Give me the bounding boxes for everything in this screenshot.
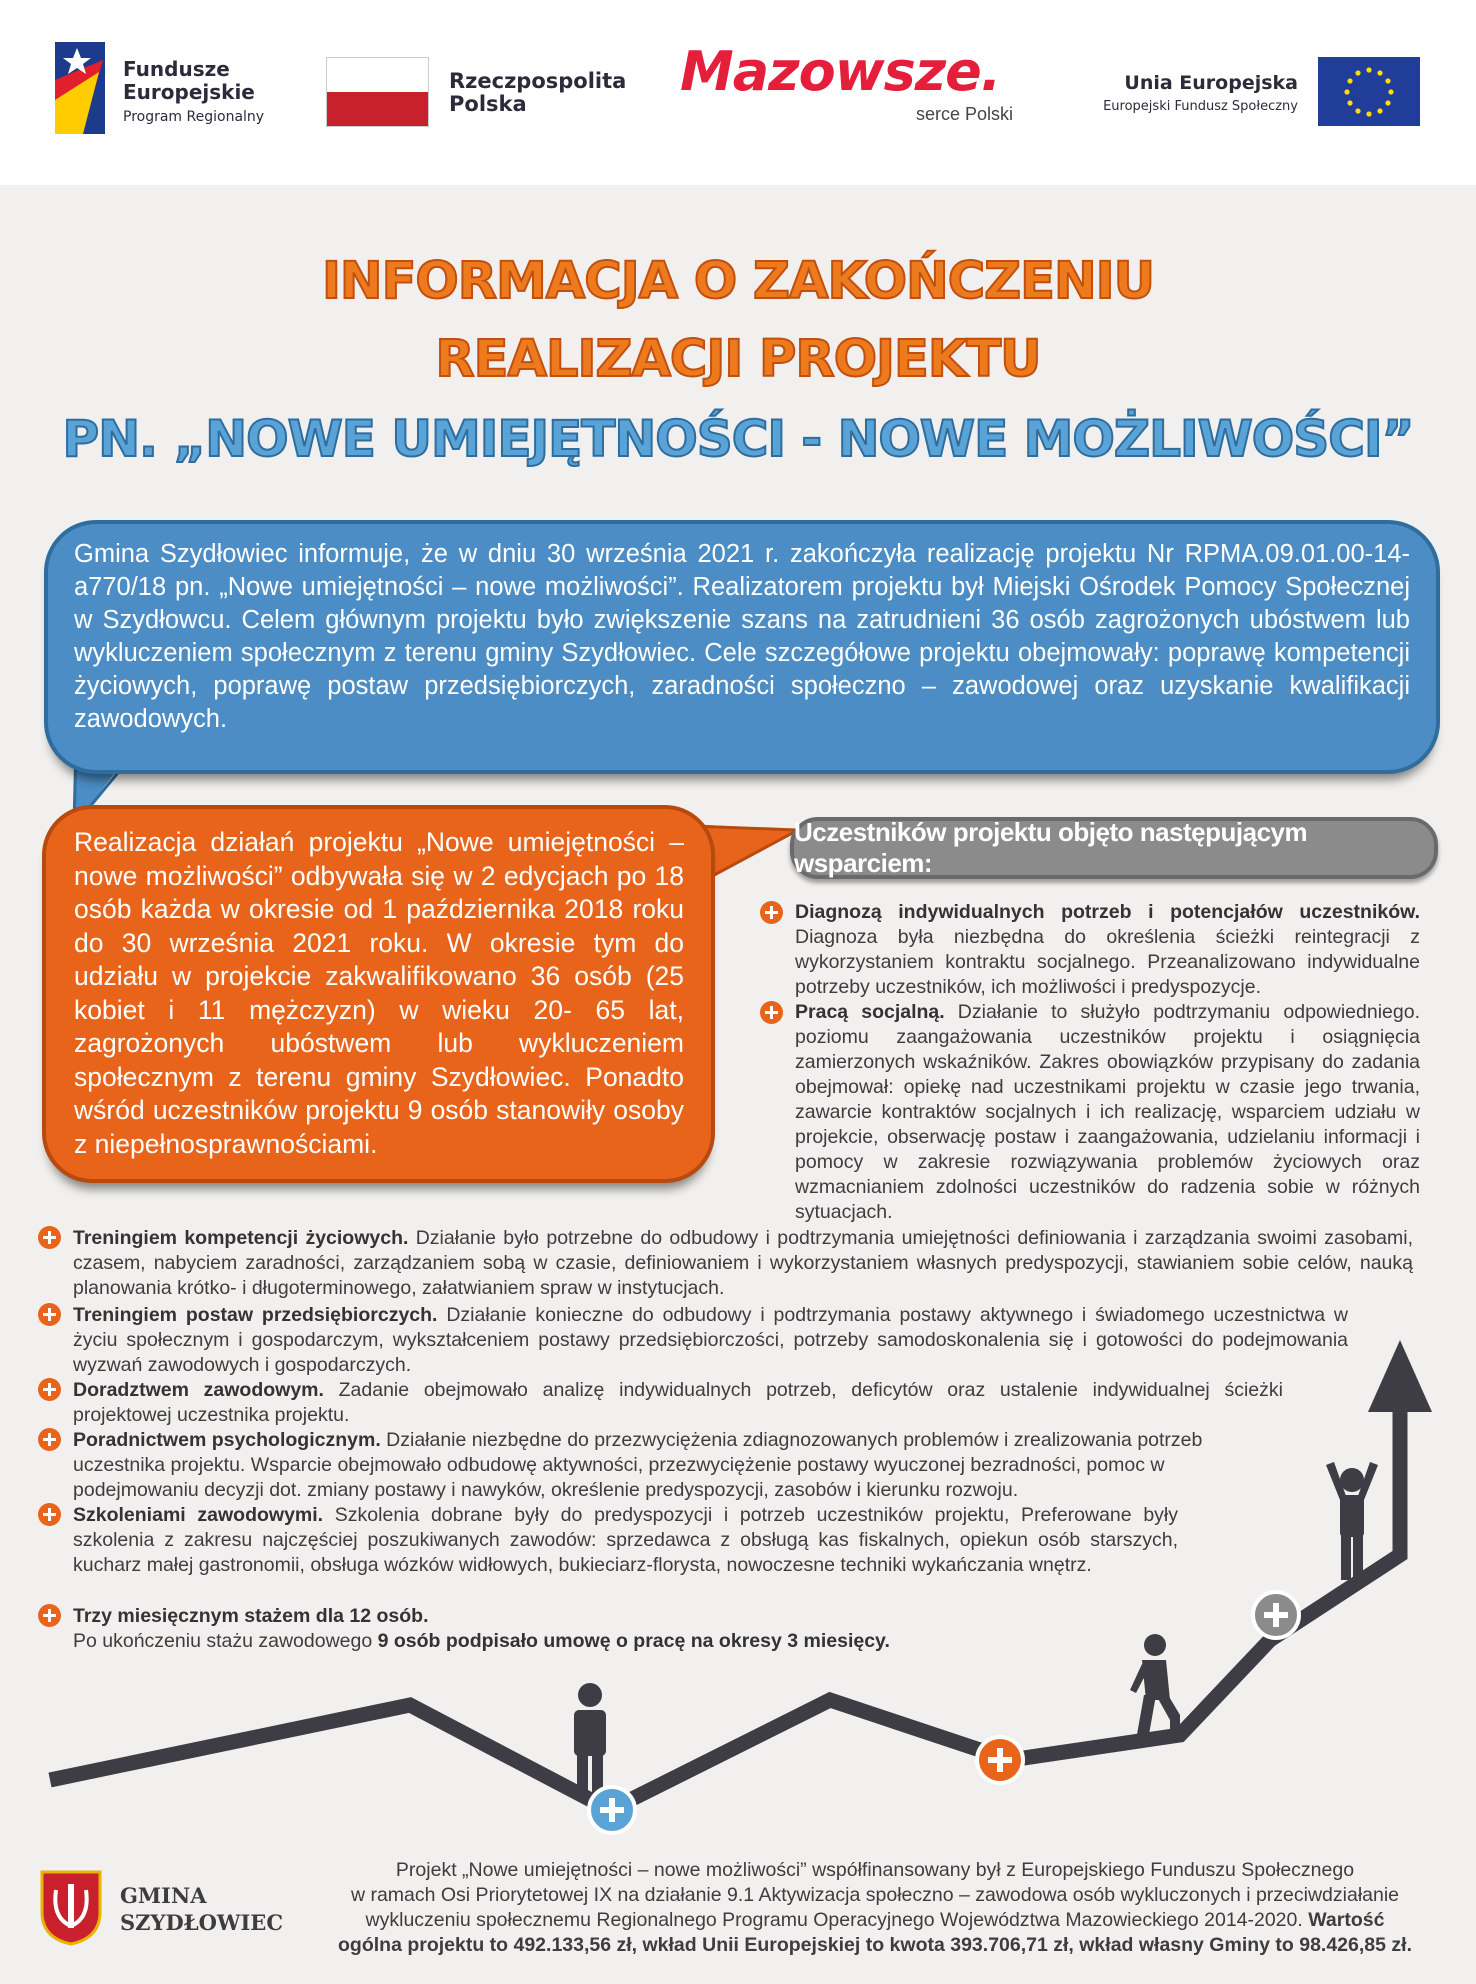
mazowsze-tagline: serce Polski bbox=[916, 104, 1014, 124]
realizacja-text: Realizacja działań projektu „Nowe umiejętności – nowe możliwości” odbywała się w 2 edycjach po 18 osób każda w okresie od 1 października 2018 roku do 30 września 2021 roku. W okresie tym do udziału w projekcie zakwalifikowano 36 osób (25 kobiet i 11 mężczyzn) w wieku 20- 65 lat, zagrożonych ubóstwem lub wykluczeniem społecznym z terenu gminy Szydłowiec. Ponadto wśród uczestników projektu 9 osób stanowiły osoby z niepełnosprawnościami. bbox=[74, 827, 684, 1159]
fe-line1: Fundusze bbox=[123, 57, 230, 81]
support-item-bold: Diagnozą indywidualnych potrzeb i potencjałów uczestników. bbox=[795, 901, 1420, 923]
gray-plus-circle-icon bbox=[1253, 1592, 1299, 1638]
support-item-bold: Szkoleniami zawodowymi. bbox=[73, 1504, 324, 1526]
ue-line1: Unia Europejska bbox=[1124, 72, 1298, 94]
ue-line2: Europejski Fundusz Społeczny bbox=[1103, 99, 1298, 114]
gmina-coat-of-arms-icon bbox=[40, 1870, 102, 1946]
plus-icon bbox=[38, 1303, 61, 1326]
support-heading: Uczestników projektu objęto następującym wsparciem: bbox=[790, 817, 1438, 879]
support-item-bold: Trzy miesięcznym stażem dla 12 osób. bbox=[73, 1605, 429, 1627]
footer-funding-info bbox=[300, 1858, 1450, 1958]
support-item-kompetencje bbox=[73, 1226, 1413, 1301]
support-item-praca-socjalna bbox=[795, 1000, 1420, 1225]
footer-line2: w ramach Osi Priorytetowej IX na działanie 9.1 Aktywizacja społeczno – zawodowa osób wykluczonych i przeciwdziałanie bbox=[350, 1884, 1400, 1906]
cheering-person-icon bbox=[1326, 1462, 1378, 1580]
logo-header bbox=[0, 0, 1476, 185]
staz-line-bold: 9 osób podpisało umowę o pracę na okresy 3 miesięcy. bbox=[377, 1630, 890, 1652]
support-item-text: Działanie niezbędne do przezwyciężenia zdiagnozowanych problemów i zrealizowania potrzeb uczestnika projektu. Wsparcie obejmowało odbudowę aktywności, przezwyciężenie postawy wyuczonej bezradności, pomoc w podejmowaniu decyzji dot. zmiany postawy i nawyków, określenie predyspozycji, zasobów i kierunku rozwoju. bbox=[73, 1429, 1203, 1501]
polish-flag-icon bbox=[326, 57, 429, 127]
plus-icon bbox=[38, 1226, 61, 1249]
footer-line4: ogólna projektu to 492.133,56 zł, wkład Unii Europejskiej to kwota 393.706,71 zł, wkład własny Gminy to 98.426,85 zł. bbox=[338, 1934, 1412, 1956]
intro-text: Gmina Szydłowiec informuje, że w dniu 30 września 2021 r. zakończyła realizację projektu Nr RPMA.09.01.00-14-a770/18 pn. „Nowe umiejętności – nowe możliwości”. Realizatorem projektu był Miejski Ośrodek Pomocy Społecznej w Szydłowcu. Celem głównym projektu było zwiększenie szans na zatrudnieni 36 osób zagrożonych ubóstwem lub wykluczeniem społecznym z terenu gminy Szydłowiec. Cele szczegółowe projektu obejmowały: poprawę kompetencji życiowych, poprawę postaw przedsiębiorczych, zaradności społeczno – zawodowej oraz uzyskanie kwalifikacji zawodowych. bbox=[74, 540, 1410, 733]
support-item-diagnoza bbox=[795, 900, 1420, 1000]
footer-line3 bbox=[300, 1908, 1450, 1933]
support-item-bold: Doradztwem zawodowym. bbox=[73, 1379, 324, 1401]
fe-line2: Europejskie bbox=[123, 80, 255, 104]
support-item-text: Zadanie obejmowało analizę indywidualnych potrzeb, deficytów oraz ustalenie indywidualnej ścieżki projektowej uczestnika projektu. bbox=[73, 1379, 1283, 1426]
fe-line3: Program Regionalny bbox=[123, 109, 265, 125]
standing-person-icon bbox=[574, 1683, 606, 1800]
support-item-bold: Pracą socjalną. bbox=[795, 1001, 945, 1023]
support-item-text: Działanie to służyło podtrzymaniu odpowiedniego. poziomu zaangażowania uczestników projektu i osiągnięcia zamierzonych wskaźników. Zakres obowiązków przypisany do zadania obejmował: opiekę nad uczestnikami projektu w czasie jego trwania, zawarcie kontraktów socjalnych i ich realizację, wsparciem udziału w projekcie, obserwację postaw i zaangażowania, udzielaniu informacji i pomocy w zakresie rozwiązywania problemów życiowych oraz wzmacnianiem zdolności uczestników do radzenia sobie w różnych sytuacjach. bbox=[795, 1001, 1420, 1223]
fundusze-europejskie-logo-icon bbox=[55, 42, 105, 134]
growth-path-line bbox=[50, 1410, 1400, 1810]
orange-plus-circle-icon bbox=[977, 1737, 1023, 1783]
footer-line3-prefix: wykluczeniu społecznemu Regionalnego Programu Operacyjnego Województwa Mazowieckiego 2014-2020. bbox=[365, 1909, 1309, 1931]
growth-path-graphic bbox=[0, 1340, 1476, 1850]
staz-line-prefix: Po ukończeniu stażu zawodowego bbox=[73, 1630, 378, 1652]
title-line1: INFORMACJA O ZAKOŃCZENIU bbox=[321, 252, 1155, 311]
title-line2: REALIZACJI PROJEKTU bbox=[435, 330, 1041, 389]
plus-icon bbox=[760, 1001, 783, 1024]
growth-arrow-head-icon bbox=[1368, 1340, 1432, 1412]
support-item-text: Działanie konieczne do odbudowy i podtrzymania postawy aktywnego i świadomego uczestnictwa w życiu społecznym i gospodarczym, wykształceniem postawy przedsiębiorczości, potrzeby samodoskonalenia się i gotowości do podejmowania wyzwań zawodowych i gospodarczych. bbox=[73, 1304, 1348, 1376]
support-item-bold: Treningiem kompetencji życiowych. bbox=[73, 1227, 409, 1249]
support-item-text: Diagnoza była niezbędna do określenia ścieżki reintegracji z wykorzystaniem kontraktu socjalnego. Przeanalizowano indywidualne potrzeby uczestników, ich możliwości i predyspozycje. bbox=[795, 926, 1420, 998]
walking-person-icon bbox=[1130, 1634, 1180, 1740]
support-item-text: Działanie było potrzebne do odbudowy i podtrzymania umiejętności definiowania i zarządzania swoimi zasobami, czasem, nabyciem zaradności, zarządzaniem sobą w czasie, definiowaniem i wykorzystaniem własnych predyspozycji, stawianiem sobie celów, nauką planowania krótko- i długoterminowego, załatwianiem spraw w instytucjach. bbox=[73, 1227, 1413, 1299]
rp-line1: Rzeczpospolita bbox=[449, 69, 627, 93]
plus-icon bbox=[760, 901, 783, 924]
mazowsze-logo: Mazowsze. bbox=[680, 40, 1001, 103]
support-item-text: Szkolenia dobrane były do predyspozycji i potrzeb uczestników projektu, Preferowane były szkolenia z zakresu najczęściej poszukiwanych zawodów: sprzedawca z obsługą kas fiskalnych, opiekun osób starszych, kucharz małej gastronomii, obsługa wózków widłowych, bukieciarz-florysta, nowoczesne techniki wykańczania wnętrz. bbox=[73, 1504, 1179, 1576]
blue-plus-circle-icon bbox=[589, 1787, 635, 1833]
footer-line3-bold: Wartość bbox=[1308, 1909, 1385, 1931]
support-item-bold: Poradnictwem psychologicznym. bbox=[73, 1429, 381, 1451]
rp-line2: Polska bbox=[449, 92, 527, 116]
title-line3: PN. „NOWE UMIEJĘTNOŚCI - NOWE MOŻLIWOŚCI” bbox=[62, 410, 1414, 468]
eu-flag-icon bbox=[1318, 57, 1420, 126]
support-item-bold: Treningiem postaw przedsiębiorczych. bbox=[73, 1304, 438, 1326]
gmina-logo-line2: SZYDŁOWIEC bbox=[120, 1910, 284, 1935]
gmina-logo-line1: GMINA bbox=[120, 1883, 207, 1908]
footer-line1: Projekt „Nowe umiejętności – nowe możliwości” współfinansowany był z Europejskiego Funduszu Społecznego bbox=[395, 1859, 1355, 1881]
